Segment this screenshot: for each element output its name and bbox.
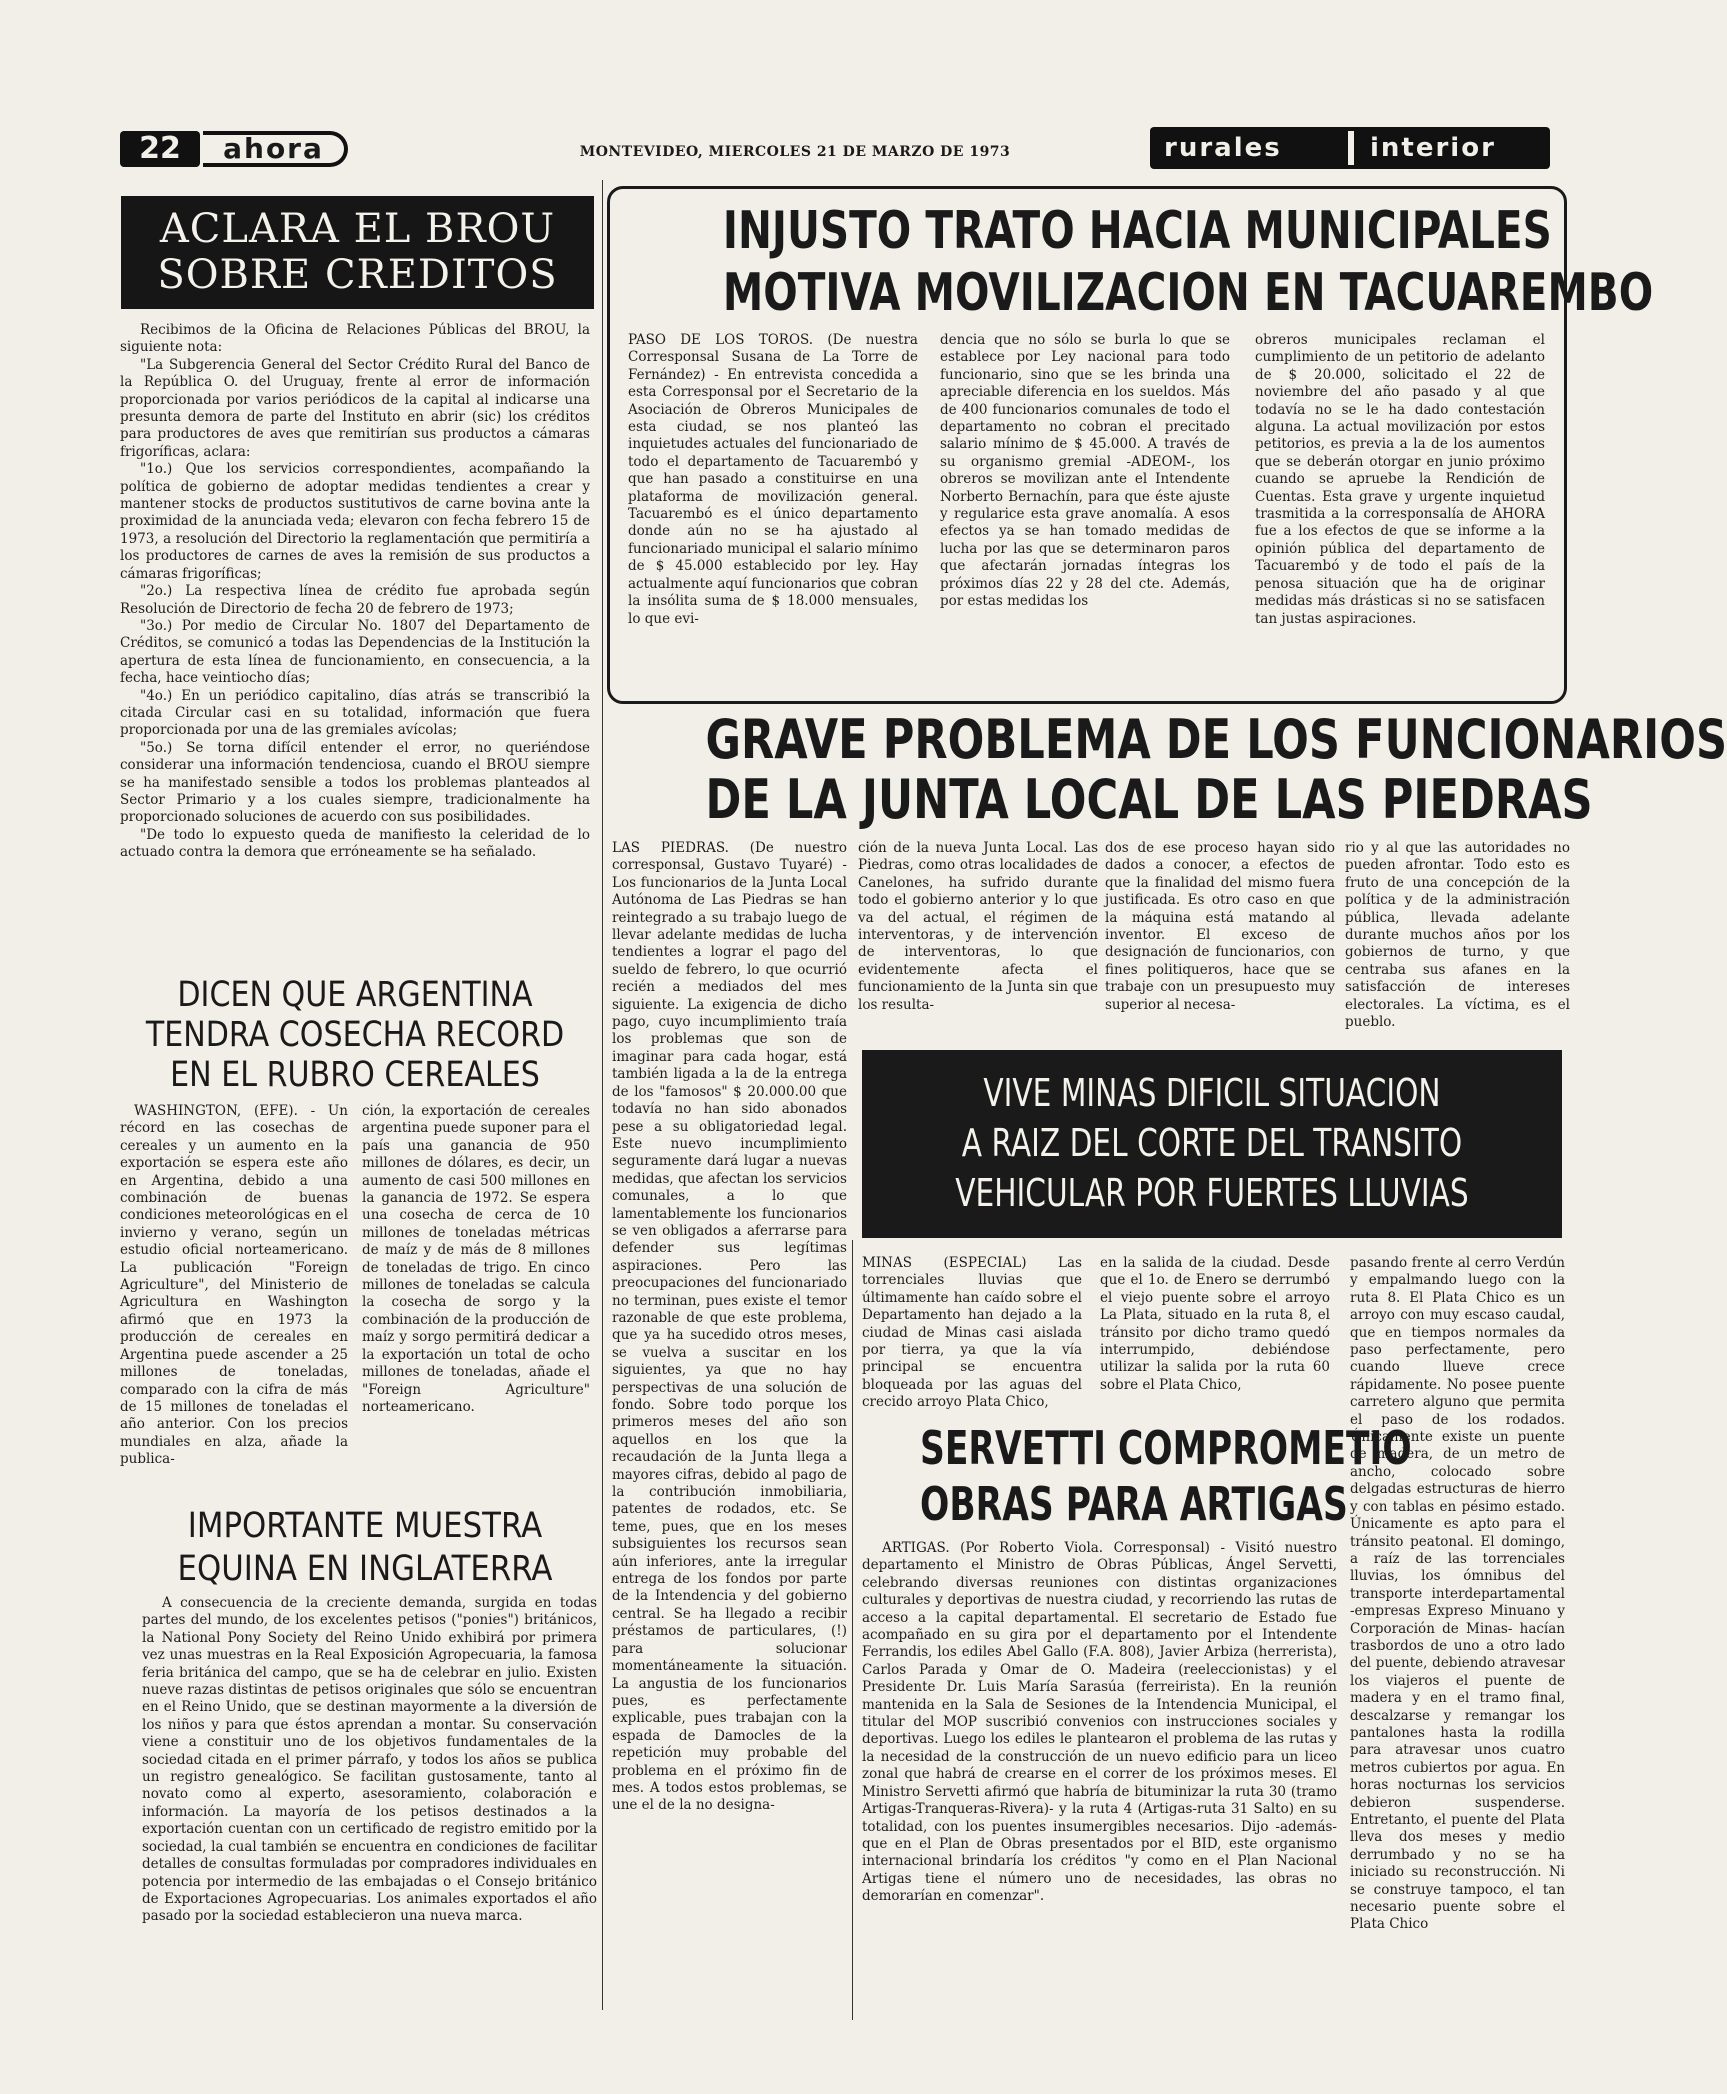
tacuarembo-headline [620, 200, 1654, 325]
servetti-article: ARTIGAS. (Por Roberto Viola. Corresponsal) - Visitó nuestro departamento el Ministro de Obras Públicas, Ángel Servetti, celebrando diversas reuniones con distintas organizaciones culturales y deportivas de nuestra ciudad, y recorriendo las rutas de acceso a la capital departamental. El secretario de Estado fue acompañado en su gira por el departamento por el Intendente Ferrandis, los ediles Abel Gallo (F.A. 808), Javier Arbiza (herrerista), Carlos Parada y Omar de O. Madeira (reeleccionistas) y el Presidente Dr. Luis María Sarasúa (ferreirista). En la reunión mantenida en la Sala de Sesiones de la Intendencia Municipal, el titular del MOP suscribió convenios con instrucciones sociales y deportivas. Luego los ediles le plantearon el problema de las rutas y la necesidad de la construcción de un nuevo edificio para un liceo zonal que habrá de crearse en el correr de los próximos meses. El Ministro Servetti afirmó que habría de bituminizar la ruta 30 (tramo Artigas-Tranqueras-Rivera)- y la ruta 4 (Artigas-ruta 31 Salto) en su totalidad, con los puentes insumergibles necesarios. Dijo -además- que en el Plan de Obras presentados por el BID, este organismo internacional brindaría los créditos "y como en el Plan Nacional Artigas tiene el número uno de necesidades, las obras no demorarían en comenzar". [862, 1540, 1337, 1905]
section-interior: interior [1370, 133, 1496, 163]
argentina-column-1: WASHINGTON, (EFE). - Un récord en las cosechas de cereales y un aumento en la exportación se espera este año en Argentina, debido a una combinación de buenas condiciones meteorológicas en el invierno y verano, según un estudio oficial norteamericano. La publicación "Foreign Agriculture", del Ministerio de Agricultura en Washington afirmó que en 1973 la producción de cereales en Argentina puede ascender a 25 millones de toneladas, comparado con la cifra de más de 15 millones de toneladas el año anterior. Con los precios mundiales en alza, añade la publica- [120, 1103, 348, 1468]
minas-headline-line2: A RAIZ DEL CORTE DEL TRANSITO [961, 1121, 1463, 1165]
brou-paragraph: "3o.) Por medio de Circular No. 1807 del Departamento de Créditos, se comunicó a todas las Dependencias de la Institución la apertura de esta línea de funcionamiento, en consecuencia, a la fecha, hace veintiocho días; [120, 617, 590, 687]
piedras-column-3: dos de ese proceso hayan sido dados a conocer, a efectos de que la finalidad del mismo fuera justificada. Es otro caso en que la máquina está matando al inventor. El exceso de designación de funcionarios, con fines politiqueros, hace que se trabaje con un presupuesto muy superior al necesa- [1105, 840, 1335, 1013]
tacuarembo-column-1: PASO DE LOS TOROS. (De nuestra Corresponsal Susana de La Torre de Fernández) - En entrevista concedida a esta Corresponsal por el Secretario de la Asociación de Obreros Municipales de esta ciudad, se nos planteó las inquietudes actuales del funcionariado de todo el departamento de Tacuarembó y que han pasado a constituirse en una plataforma de movilización general. Tacuarembó es el único departamento donde aún no se ha ajustado al funcionariado municipal el salario mínimo de $ 45.000 establecido por ley. Hay actualmente aquí funcionarios que cobran la insólita suma de $ 18.000 mensuales, lo que evi- [628, 332, 918, 627]
argentina-column-2: ción, la exportación de cereales argentina puede suponer para el país una ganancia de 950 millones de dólares, es decir, un aumento de casi 500 millones en la ganancia de 1972. Se espera una cosecha de cerca de 10 millones de toneladas métricas de maíz y de más de 8 millones de toneladas de trigo. En cinco millones de toneladas se calcula la cosecha de sorgo y la combinación de la producción de maíz y sorgo permitirá dedicar a la exportación un total de ocho millones de toneladas, añade el "Foreign Agriculture" norteamericano. [362, 1103, 590, 1415]
banner-divider [1348, 131, 1354, 165]
tacuarembo-column-3: obreros municipales reclaman el cumplimiento de un petitorio de adelanto de $ 20.000, solicitado el 22 de noviembre del año pasado y al que todavía no se le ha dado contestación alguna. La actual movilización por estos petitorios, es previa a la de los aumentos que se deberán otorgar en junio próximo cuando se apruebe la Rendición de Cuentas. Esta grave y urgente inquietud trasmitida a la corresponsalía de AHORA fue a los efectos de que se informe a la opinión pública del departamento de Tacuarembó y de todo el país de la penosa situación que ha de originar medidas más drásticas si no se satisfacen tan justas aspiraciones. [1255, 332, 1545, 627]
piedras-headline [610, 708, 1727, 835]
brou-headline-line1: ACLARA EL BROU [159, 206, 556, 252]
minas-column-2: en la salida de la ciudad. Desde que el 1o. de Enero se derrumbó el viejo puente sobre el arroyo La Plata, situado en la ruta 8, el tránsito por dicho tramo quedó interrumpido, debiéndose utilizar la salida por la ruta 60 sobre el Plata Chico, [1100, 1255, 1330, 1393]
brou-paragraph: "2o.) La respectiva línea de crédito fue aprobada según Resolución de Directorio de fecha 20 de febrero de 1973; [120, 583, 590, 617]
servetti-headline-line1: SERVETTI COMPROMETIO [920, 1421, 1412, 1475]
piedras-headline-line1: GRAVE PROBLEMA DE LOS FUNCIONARIOS [705, 708, 1727, 771]
piedras-column-4: rio y al que las autoridades no pueden afrontar. Todo esto es fruto de una concepción de la política y de la administración pública, llevada adelante durante muchos años por los gobiernos de turno, y que centraba sus afanes en la satisfacción de intereses electorales. La víctima, es el pueblo. [1345, 840, 1570, 1031]
minas-column-3: pasando frente al cerro Verdún y empalmando luego con la ruta 8. El Plata Chico es un arroyo con muy escaso caudal, que en tiempos normales da paso perfectamente, pero cuando llueve crece rápidamente. No posee puente carretero alguno que permita el paso de los rodados. Únicamente existe un puente de madera, de un metro de ancho, colocado sobre delgadas estructuras de hierro y con tablas en pésimo estado. Únicamente es apto para el tránsito peatonal. El domingo, a raíz de las torrenciales lluvias, los ómnibus del transporte interdepartamental -empresas Expreso Minuano y Corporación de Minas- hacían trasbordos de uno a otro lado del puente, debiendo atravesar los viajeros el puente de madera y en el tramo final, descalzarse y remangar los pantalones hasta la rodilla para atravesar unos cuatro metros cubiertos por agua. En horas nocturnas los servicios debieron suspenderse. Entretanto, el puente del Plata lleva dos meses y medio derrumbado y no se ha iniciado su reconstrucción. Ni se construye tampoco, el tan necesario puente sobre el Plata Chico [1350, 1255, 1565, 1933]
brou-headline-box [121, 196, 594, 309]
piedras-column-1: LAS PIEDRAS. (De nuestro corresponsal, Gustavo Tuyaré) - Los funcionarios de la Junta Local Autónoma de Las Piedras se han reintegrado a su trabajo luego de llevar adelante medidas de lucha tendientes a lograr el pago del sueldo de febrero, lo que ocurrió recién a mediados del mes siguiente. La exigencia de dicho pago, cuyo incumplimiento traía los problemas que son de imaginar para cada hogar, está también ligada a la de la entrega de los "famosos" $ 20.000.00 que todavía no han sido abonados pese a su obligatoriedad legal. Este nuevo incumplimiento seguramente dará lugar a nuevas medidas, que afectan los servicios comunales, a lo que lamentablemente los funcionarios se ven obligados a aferrarse para defender sus legítimas aspiraciones. Pero las preocupaciones del funcionariado no terminan, pues existe el temor razonable de que este problema, que ya ha sucedido otros meses, se vuelva a suscitar en los siguientes, ya que no hay perspectivas de una solución de fondo. Sobre todo porque los primeros meses del año son aquellos en los que la recaudación de la Junta llega a mayores cifras, debido al pago de la contribución inmobiliaria, patentes de rodados, etc. Se teme, pues, que en los meses subsiguientes los recursos sean aún inferiores, ante la irregular entrega de los fondos por parte de la Intendencia y del gobierno central. Se ha llegado a recibir préstamos de particulares, (!) para solucionar momentáneamente la situación. La angustia de los funcionarios pues, es perfectamente explicable, pues trabajan con la espada de Damocles de la repetición muy probable del problema en el próximo fin de mes. A todos estos problemas, se une el de la no designa- [612, 840, 847, 1814]
equina-headline-line1: IMPORTANTE MUESTRA [187, 1506, 543, 1546]
newspaper-name: ahora [203, 131, 348, 167]
servetti-headline-line2: OBRAS PARA ARTIGAS [920, 1477, 1348, 1531]
brou-paragraph: "La Subgerencia General del Sector Crédito Rural del Banco de la República O. del Uruguay, frente al error de información proporcionada por varios periódicos de la capital al indicarse una presunta demora de parte del Instituto en abrir (sic) los créditos para productores de aves que remitirían sus productos a cámaras frigoríficas, aclara: [120, 356, 590, 460]
argentina-headline-line1: DICEN QUE ARGENTINA [177, 975, 533, 1015]
argentina-headline [110, 975, 600, 1100]
column-rule [852, 1240, 853, 2020]
page-number: 22 [120, 131, 200, 167]
tacuarembo-column-2: dencia que no sólo se burla lo que se establece por Ley nacional para todo funcionario, sino que se les brinda una apreciable diferencia en los sueldos. Más de 400 funcionarios comunales de todo el departamento no cobran el precitado salario mínimo de $ 45.000. A través de su organismo gremial -ADEOM-, los obreros se movilizan ante el Intendente Norberto Bernachín, para que éste ajuste y regularice esta grave anomalía. A esos efectos ya se han tomado medidas de lucha por las que se determinaron paros que afectarán jornadas íntegras los próximos días 22 y 28 del cte. Además, por estas medidas los [940, 332, 1230, 610]
section-banner [1150, 127, 1550, 169]
brou-paragraph: "1o.) Que los servicios correspondientes, acompañando la política de gobierno de adoptar medidas tendientes a crear y mantener stocks de productos sustitutivos de carne bovina ante la proximidad de la anunciada veda; elevaron con fecha febrero 15 de 1973, a resolución del Directorio la reglamentación que permitiría a los productores de carnes de aves la remisión de sus productos a cámaras frigoríficas; [120, 461, 590, 582]
minas-headline-line3: VEHICULAR POR FUERTES LLUVIAS [955, 1171, 1469, 1215]
brou-paragraph: Recibimos de la Oficina de Relaciones Públicas del BROU, la siguiente nota: [120, 322, 590, 356]
brou-article [120, 322, 590, 982]
brou-paragraph: "4o.) En un periódico capitalino, días atrás se transcribió la citada Circular casi en su totalidad, información que fuera proporcionada por una de las gremiales avícolas; [120, 687, 590, 739]
equina-headline-line2: EQUINA EN INGLATERRA [177, 1549, 553, 1589]
brou-paragraph: "5o.) Se torna difícil entender el error, no queriéndose considerar una información tendenciosa, cuando el BROU siempre se ha manifestado sensible a todos los problemas planteados al Sector Primario y a los cuales siempre, tradicionalmente ha proporcionado soluciones de acuerdo con sus posibilidades. [120, 739, 590, 826]
piedras-column-2: ción de la nueva Junta Local. Las Piedras, como otras localidades de Canelones, ha sufrido durante todo el gobierno anterior y lo que va del actual, el régimen de interventoras, y de intervención de interventoras, lo que evidentemente afecta el funcionamiento de la Junta sin que los resulta- [858, 840, 1098, 1013]
brou-paragraph: "De todo lo expuesto queda de manifiesto la celeridad de lo actuado contra la demora que erróneamente se ha señalado. [120, 826, 590, 861]
argentina-headline-line2: TENDRA COSECHA RECORD [145, 1015, 565, 1055]
tacuarembo-headline-line1: INJUSTO TRATO HACIA MUNICIPALES [722, 201, 1552, 261]
piedras-headline-line2: DE LA JUNTA LOCAL DE LAS PIEDRAS [705, 768, 1593, 831]
argentina-headline-line3: EN EL RUBRO CEREALES [170, 1055, 540, 1095]
tacuarembo-headline-line2: MOTIVA MOVILIZACION EN TACUAREMBO [722, 263, 1654, 323]
dateline: MONTEVIDEO, MIERCOLES 21 DE MARZO DE 1973 [579, 144, 1011, 160]
brou-headline-line2: SOBRE CREDITOS [157, 252, 558, 298]
minas-headline-line1: VIVE MINAS DIFICIL SITUACION [983, 1071, 1441, 1115]
column-rule [602, 180, 603, 2010]
equina-article: A consecuencia de la creciente demanda, surgida en todas partes del mundo, de los excelentes petisos ("ponies") británicos, la National Pony Society del Reino Unido exhibirá por primera vez unas muestras en la Real Exposición Agropecuaria, la famosa feria británica del campo, que se ha de celebrar en julio. Existen nueve razas distintas de petisos originales que sólo se encuentran en el Reino Unido, que se destinan mayormente a la diversión de los niños y para que éstos aprendan a montar. Su conservación viene a constituir uno de los objetivos fundamentales de la sociedad citada en el primer párrafo, y todos los años se publica un registro genealógico. Se facilitan gustosamente, tanto al novato como al experto, asesoramiento, colaboración e información. La mayoría de los petisos destinados a la exportación cuentan con un certificado de registro emitido por la sociedad, la cual también se encuentra en condiciones de facilitar detalles de consultas formuladas por compradores individuales en potencia por intermedio de las embajadas o el Consejo británico de Exportaciones Agropecuarias. Los animales exportados el año pasado por la sociedad establecieron una nueva marca. [142, 1595, 597, 1925]
section-rurales: rurales [1164, 133, 1282, 163]
servetti-headline [860, 1420, 1412, 1540]
equina-headline [130, 1505, 600, 1595]
minas-headline-box [862, 1050, 1562, 1238]
minas-column-1: MINAS (ESPECIAL) Las torrenciales lluvias que últimamente han caído sobre el Departamento han dejado a la ciudad de Minas casi aislada por tierra, ya que la vía principal se encuentra bloqueada por las aguas del crecido arroyo Plata Chico, [862, 1255, 1082, 1411]
